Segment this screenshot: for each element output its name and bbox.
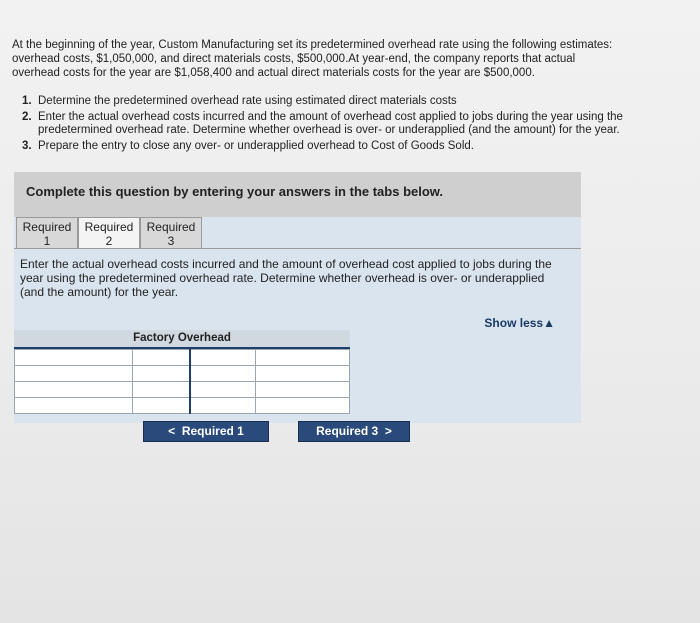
- requirements-list: [22, 95, 642, 155]
- requirement-number: 2.: [22, 110, 32, 123]
- t-account-row: [15, 350, 350, 366]
- problem-intro: [12, 38, 662, 80]
- debit-label-cell[interactable]: [15, 350, 133, 366]
- tab-label: Required: [84, 220, 134, 234]
- triangle-up-icon: ▲: [543, 316, 555, 330]
- debit-amount-cell[interactable]: [133, 382, 190, 398]
- tab-divider: [14, 248, 581, 249]
- credit-label-cell[interactable]: [190, 398, 255, 414]
- intro-line-2: overhead costs, $1,050,000, and direct materials costs, $500,000.At year-end, the company reports that actual: [12, 53, 576, 65]
- credit-label-cell[interactable]: [190, 382, 255, 398]
- debit-amount-cell[interactable]: [133, 366, 190, 382]
- tab-label: Required: [146, 220, 196, 234]
- t-account-row: [15, 398, 350, 414]
- debit-amount-cell[interactable]: [133, 398, 190, 414]
- tab-required-2[interactable]: [78, 217, 140, 249]
- t-account: [14, 330, 350, 414]
- requirement-text: Determine the predetermined overhead rate using estimated direct materials costs: [38, 95, 457, 107]
- requirement-text: Enter the actual overhead costs incurred and the amount of overhead cost applied to jobs during the year using the predetermined overhead rate. Determine whether overhead is over- or underapplied (and the amount) for the year.: [38, 110, 623, 136]
- tab-required-3[interactable]: [140, 217, 202, 249]
- debit-label-cell[interactable]: [15, 382, 133, 398]
- requirement-text: Prepare the entry to close any over- or underapplied overhead to Cost of Goods Sold.: [38, 139, 474, 152]
- chevron-right-icon: >: [384, 424, 392, 438]
- show-less-label: Show less: [484, 316, 544, 330]
- t-account-row: [15, 382, 350, 398]
- requirement-number: 3.: [22, 139, 32, 152]
- tab-label: Required: [22, 220, 72, 234]
- requirement-item: [22, 111, 642, 138]
- credit-label-cell[interactable]: [190, 350, 255, 366]
- credit-amount-cell[interactable]: [255, 366, 349, 382]
- tab-number: 3: [167, 234, 175, 248]
- complete-question-label: Complete this question by entering your answers in the tabs below.: [26, 184, 444, 199]
- t-account-row: [15, 366, 350, 382]
- tab-required-1[interactable]: [16, 217, 78, 249]
- intro-line-3: overhead costs for the year are $1,058,400 and actual direct materials costs for the year are $500,000.: [12, 67, 535, 79]
- tab-number: 1: [43, 234, 51, 248]
- next-button-label: Required 3: [316, 424, 379, 438]
- next-required-button[interactable]: [298, 421, 410, 442]
- credit-amount-cell[interactable]: [255, 350, 349, 366]
- tab-number: 2: [105, 234, 113, 248]
- intro-line-1: At the beginning of the year, Custom Manufacturing set its predetermined overhead rate using the following estimates:: [12, 39, 613, 51]
- t-account-grid: [14, 349, 350, 414]
- requirement-item: [22, 95, 642, 109]
- tab-instructions: Enter the actual overhead costs incurred and the amount of overhead cost applied to jobs during the year using the predetermined overhead rate. Determine whether overhead is over- or underapplied (and the amount) for the year.: [20, 257, 552, 299]
- credit-label-cell[interactable]: [190, 366, 255, 382]
- credit-amount-cell[interactable]: [255, 382, 349, 398]
- show-less-button[interactable]: [484, 316, 555, 330]
- chevron-left-icon: <: [168, 424, 176, 438]
- debit-label-cell[interactable]: [15, 398, 133, 414]
- t-account-title: Factory Overhead: [14, 330, 350, 349]
- debit-amount-cell[interactable]: [133, 350, 190, 366]
- complete-question-banner: [14, 172, 581, 217]
- debit-label-cell[interactable]: [15, 366, 133, 382]
- requirement-tabs: [16, 217, 202, 249]
- requirement-item: [22, 140, 642, 154]
- prev-button-label: Required 1: [181, 424, 244, 438]
- prev-required-button[interactable]: [143, 421, 269, 442]
- credit-amount-cell[interactable]: [255, 398, 349, 414]
- tab-panel: [14, 217, 581, 423]
- requirement-number: 1.: [22, 95, 32, 107]
